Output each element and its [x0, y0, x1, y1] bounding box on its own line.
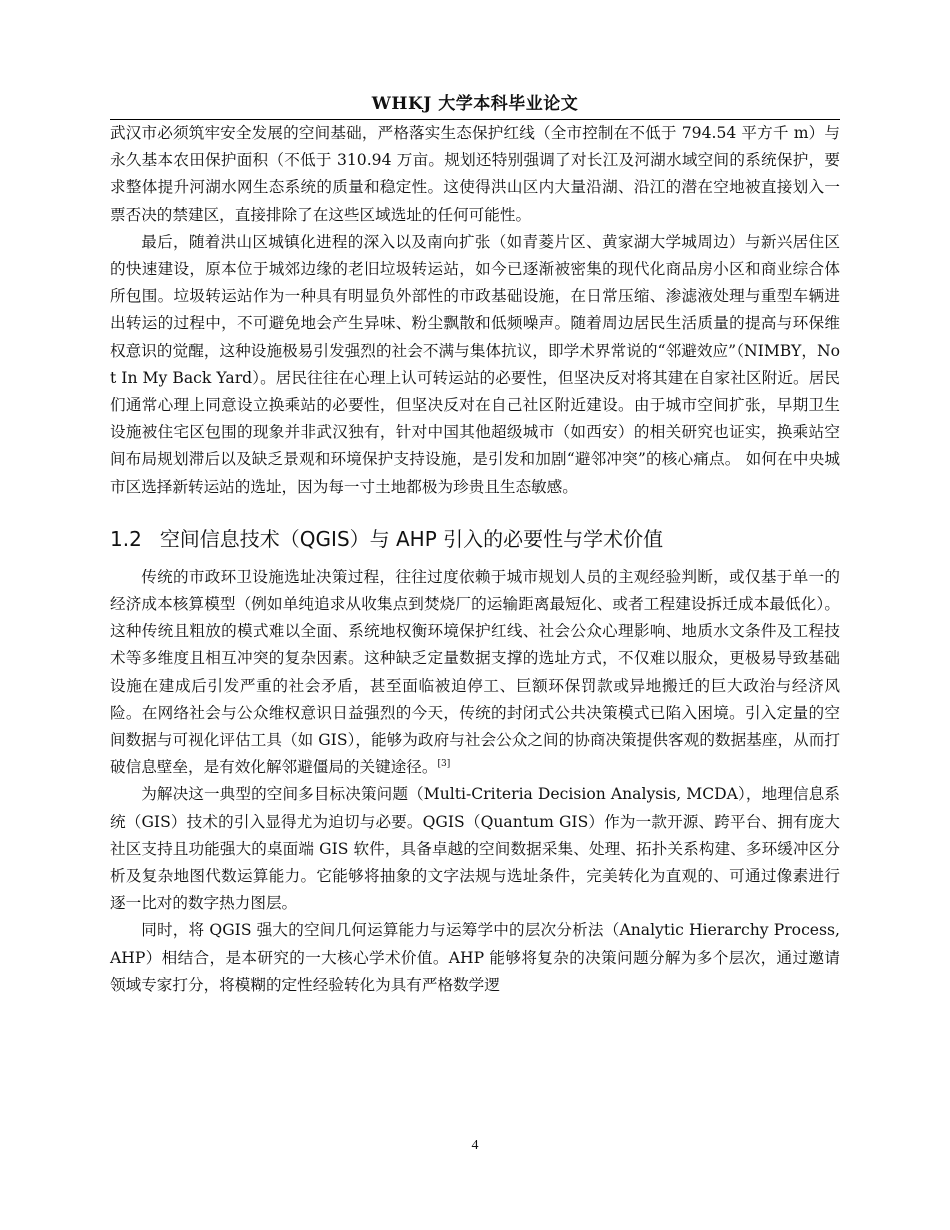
paragraph-text: 传统的市政环卫设施选址决策过程，往往过度依赖于城市规划人员的主观经验判断，或仅基于单一的经济成本核算模型（例如单纯追求从收集点到焚烧厂的运输距离最短化、或者工程建设拆迁成本最低化）。这种传统且粗放的模式难以全面、系统地权衡环境保护红线、社会公众心理影响、地质水文条件及工程技术等多维度且相互冲突的复杂因素。这种缺乏定量数据支撑的选址方式，不仅难以服众，更极易导致基础设施在建成后引发严重的社会矛盾，甚至面临被迫停工、巨额环保罚款或异地搬迁的巨大政治与经济风险。在网络社会与公众维权意识日益强烈的今天，传统的封闭式公共决策模式已陷入困境。引入定量的空间数据与可视化评估工具（如 GIS），能够为政府与社会公众之间的协商决策提供客观的数据基座，从而打破信息壁垒，是有效化解邻避僵局的关键途径。: [110, 567, 840, 777]
section-title: 空间信息技术（QGIS）与 AHP 引入的必要性与学术价值: [159, 526, 664, 551]
citation-marker[interactable]: [3]: [437, 759, 451, 770]
page-number: 4: [471, 1138, 479, 1153]
body-paragraph: 最后，随着洪山区城镇化进程的深入以及南向扩张（如青菱片区、黄家湖大学城周边）与新兴居住区的快速建设，原本位于城郊边缘的老旧垃圾转运站，如今已逐渐被密集的现代化商品房小区和商业综合体所包围。垃圾转运站作为一种具有明显负外部性的市政基础设施，在日常压缩、渗滤液处理与重型车辆进出转运的过程中，不可避免地会产生异味、粉尘飘散和低频噪声。随着周边居民生活质量的提高与环保维权意识的觉醒，这种设施极易引发强烈的社会不满与集体抗议，即学术界常说的“邻避效应”（NIMBY，Not In My Back Yard）。居民往往在心理上认可转运站的必要性，但坚决反对将其建在自家社区附近。居民们通常心理上同意设立换乘站的必要性，但坚决反对在自己社区附近建设。由于城市空间扩张，早期卫生设施被住宅区包围的现象并非武汉独有，针对中国其他超级城市（如西安）的相关研究也证实，换乘站空间布局规划滞后以及缺乏景观和环境保护支持设施，是引发和加剧“避邻冲突”的核心痛点。 如何在中央城市区选择新转运站的选址，因为每一寸土地都极为珍贵且生态敏感。: [110, 232, 840, 496]
body-paragraph: 同时，将 QGIS 强大的空间几何运算能力与运筹学中的层次分析法（Analytic Hierarchy Process, AHP）相结合，是本研究的一大核心学术价值。AHP 能够将复杂的决策问题分解为多个层次，通过邀请领域专家打分，将模糊的定性经验转化为具有严格数学逻: [110, 921, 840, 994]
body-paragraph: 武汉市必须筑牢安全发展的空间基础，严格落实生态保护红线（全市控制在不低于 794.54 平方千 m）与永久基本农田保护面积（不低于 310.94 万亩。规划还特别强调了对长江及河湖水域空间的系统保护，要求整体提升河湖水网生态系统的质量和稳定性。这使得洪山区内大量沿湖、沿江的潜在空地被直接划入一票否决的禁建区，直接排除了在这些区域选址的任何可能性。: [110, 124, 840, 224]
running-header: WHKJ 大学本科毕业论文: [110, 92, 840, 120]
body-paragraph: 为解决这一典型的空间多目标决策问题（Multi-Criteria Decision Analysis, MCDA），地理信息系统（GIS）技术的引入显得尤为迫切与必要。QGIS（Quantum GIS）作为一款开源、跨平台、拥有庞大社区支持且功能强大的桌面端 GIS 软件，具备卓越的空间数据采集、处理、拓扑关系构建、多环缓冲区分析及复杂地图代数运算能力。它能够将抽象的文字法规与选址条件，完美转化为直观的、可通过像素进行逐一比对的数字热力图层。: [110, 785, 840, 913]
section-heading: [110, 524, 840, 554]
document-page: [110, 92, 840, 999]
body-paragraph: [110, 564, 840, 782]
section-number: 1.2: [110, 526, 142, 551]
